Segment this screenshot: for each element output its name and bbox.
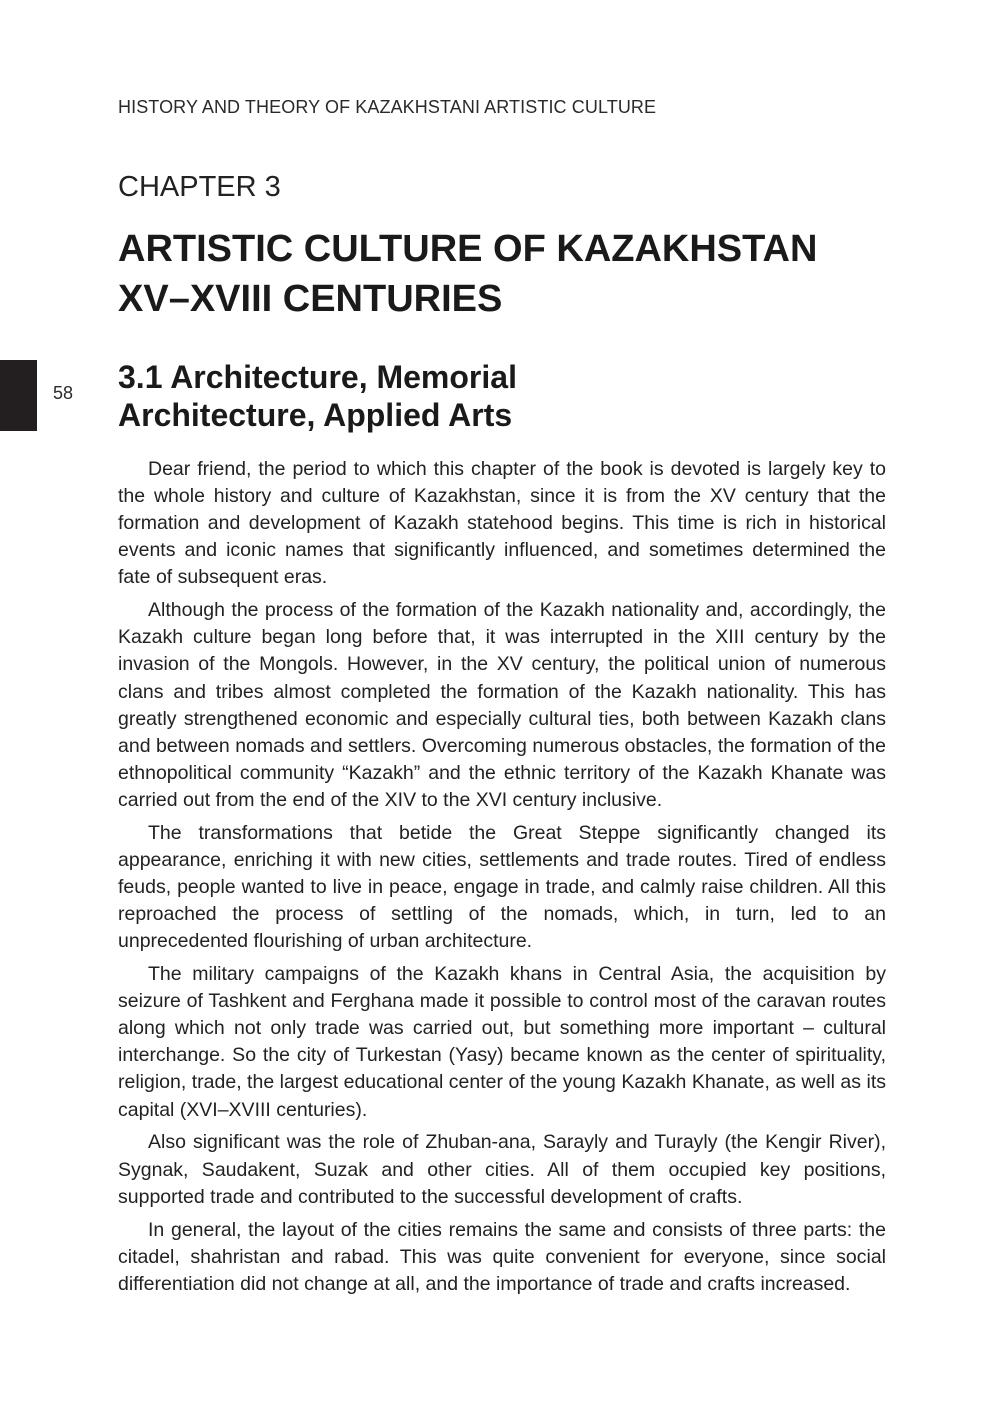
paragraph: Dear friend, the period to which this chapter of the book is devoted is largely key to the whole history and culture of Kazakhstan, since it is from the XV century that the formation and development of Kazakh statehood begins. This time is rich in historical events and iconic names that significantly influenced, and sometimes determined the fate of subsequent eras. (118, 458, 886, 589)
paragraph: The military campaigns of the Kazakh khans in Central Asia, the acquisition by seizure of Tashkent and Ferghana made it possible to control most of the caravan routes along which not only trade was carried out, but something more important – cultural interchange. So the city of Turkestan (Yasy) became known as the center of spirituality, religion, trade, the largest educational center of the young Kazakh Khanate, as well as its capital (XVI–XVIII centuries). (118, 963, 886, 1121)
paragraph: Although the process of the formation of the Kazakh nationality and, accordingly, the Kazakh culture began long before that, it was interrupted in the XIII century by the invasion of the Mongols. However, in the XV century, the political union of numerous clans and tribes almost completed the formation of the Kazakh nationality. This has greatly strengthened economic and especially cultural ties, both between Kazakh clans and between nomads and settlers. Overcoming numerous obstacles, the formation of the ethnopolitical community “Kazakh” and the ethnic territory of the Kazakh Khanate was carried out from the end of the XIV to the XVI century inclusive. (118, 599, 886, 811)
running-header: HISTORY AND THEORY OF KAZAKHSTANI ARTISTIC CULTURE (118, 97, 657, 117)
body-text (118, 456, 886, 1304)
page-edge-tab (0, 360, 37, 431)
chapter-label: CHAPTER 3 (118, 171, 281, 203)
paragraph: In general, the layout of the cities remains the same and consists of three parts: the citadel, shahristan and rabad. This was quite convenient for everyone, since social differentiation did not change at all, and the importance of trade and crafts increased. (118, 1218, 886, 1295)
chapter-title-line-2: XV–XVIII CENTURIES (118, 278, 503, 320)
section-title-line-1: 3.1 Architecture, Memorial (118, 359, 517, 395)
chapter-title-line-1: ARTISTIC CULTURE OF KAZAKHSTAN (118, 228, 818, 270)
paragraph: The transformations that betide the Great Steppe significantly changed its appearance, enriching it with new cities, settlements and trade routes. Tired of endless feuds, people wanted to live in peace, engage in trade, and calmly raise children. All this reproached the process of settling of the nomads, which, in turn, led to an unprecedented flourishing of urban architecture. (118, 821, 886, 953)
section-title-line-2: Architecture, Applied Arts (118, 397, 513, 433)
section-title (118, 358, 678, 434)
paragraph: Also significant was the role of Zhuban-ana, Sarayly and Turayly (the Kengir River), Sygnak, Saudakent, Suzak and other cities. All of them occupied key positions, supported trade and contributed to the successful development of crafts. (118, 1131, 886, 1208)
page-number: 58 (53, 383, 74, 403)
chapter-title (118, 224, 898, 324)
